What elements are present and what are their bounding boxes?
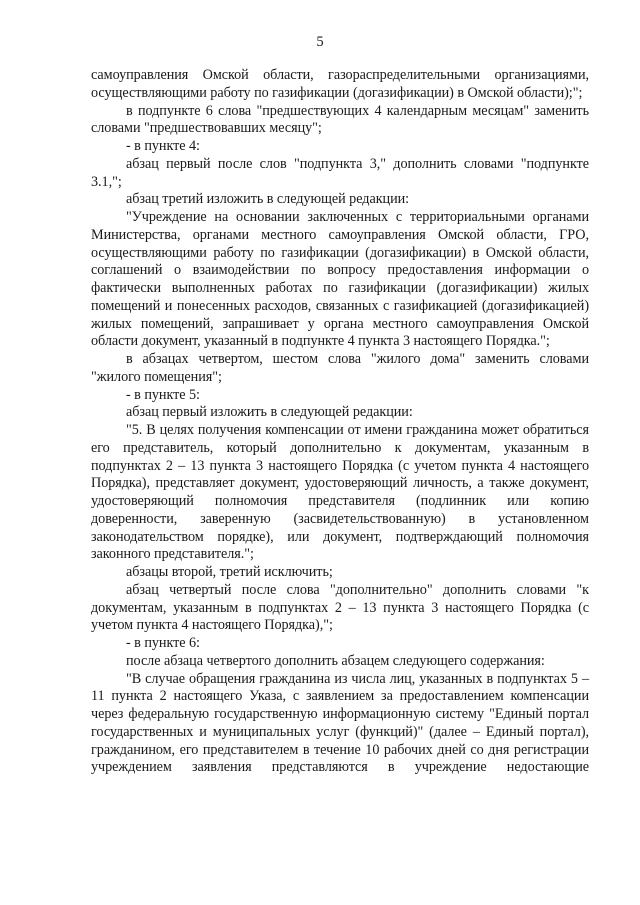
paragraph: - в пункте 6: <box>126 635 200 651</box>
paragraph: абзац четвертый после слова "дополнительно" дополнить словами "к документам, указанным в подпунктах 2 – 13 пункта 3 настоящего Порядка (с учетом пункта 4 настоящего Порядка),"; <box>91 581 589 634</box>
paragraph: абзацы второй, третий исключить; <box>126 564 333 580</box>
page-number: 5 <box>316 34 324 50</box>
paragraph: "Учреждение на основании заключенных с территориальными органами Министерства, органами местного самоуправления Омской области, ГРО, осуществляющими работу по газификации (догазификации) в Омской области, соглашений о взаимодействии по вопросу предоставления информации о фактически выполненных работах по газификации (догазификации) жилых помещений и понесенных расходов, связанных с газификацией (догазификацией) жилых помещений, запрашивает у органа местного самоуправления Омской области документ, указанный в подпункте 4 пункта 3 настоящего Порядка."; <box>91 209 589 350</box>
paragraph: после абзаца четвертого дополнить абзацем следующего содержания: <box>126 652 545 669</box>
paragraph: абзац первый после слов "подпункта 3," дополнить словами "подпункте 3.1,"; <box>91 155 589 190</box>
document-body <box>91 67 589 777</box>
paragraph: - в пункте 4: <box>126 138 200 154</box>
paragraph: в абзацах четвертом, шестом слова "жилого дома" заменить словами "жилого помещения"; <box>91 351 589 385</box>
paragraph: самоуправления Омской области, газораспределительными организациями, осуществляющими работу по газификации (догазификации) в Омской области);"; <box>91 67 589 101</box>
paragraph: в подпункте 6 слова "предшествующих 4 календарным месяцам" заменить словами "предшествовавших месяцу"; <box>91 102 589 137</box>
paragraph: - в пункте 5: <box>126 386 200 403</box>
paragraph: "5. В целях получения компенсации от имени гражданина может обратиться его представитель, который дополнительно к документам, указанным в подпунктах 2 – 13 пункта 3 настоящего Порядка (с учетом пункта 4 настоящего Порядка), представляет документ, удостоверяющий личность, а также документ, удостоверяющий полномочия представителя (подлинник или копию доверенности, заверенную (засвидетельствованную) в установленном законодательством порядке), или документ, подтверждающий полномочия законного представителя."; <box>91 422 589 563</box>
paragraph: абзац третий изложить в следующей редакции: <box>126 191 410 208</box>
paragraph: "В случае обращения гражданина из числа лиц, указанных в подпунктах 5 – 11 пункта 2 настоящего Указа, с заявлением за предоставлением компенсации через федеральную государственную информационную систему "Единый портал государственных и муниципальных услуг (функций)" (далее – Единый портал), гражданином, его представителем в течение 10 рабочих дней со дня регистрации учреждением заявления представляются в учреждение недостающие <box>91 670 589 776</box>
paragraph: абзац первый изложить в следующей редакции: <box>126 404 413 421</box>
